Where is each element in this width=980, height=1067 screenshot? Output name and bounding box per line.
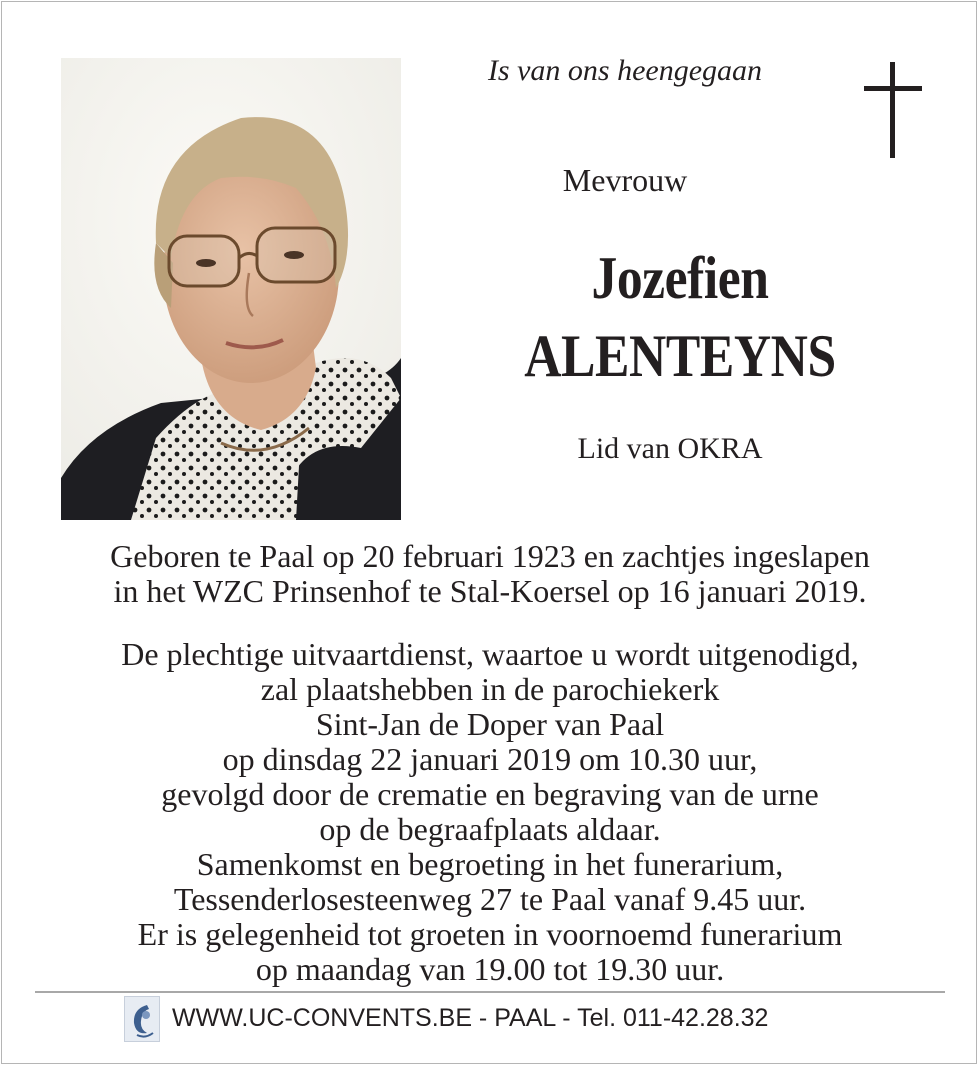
last-name: ALENTEYNS	[524, 323, 836, 389]
latin-cross-icon	[864, 62, 922, 158]
text-line: op maandag van 19.00 tot 19.30 uur.	[255, 951, 725, 987]
portrait-photo	[61, 58, 401, 520]
contact-line: WWW.UC-CONVENTS.BE - PAAL - Tel. 011-42.28.32	[172, 1004, 769, 1032]
text-line: Samenkomst en begroeting in het funerarium,	[196, 846, 784, 882]
text-line: in het WZC Prinsenhof te Stal-Koersel op 16 januari 2019.	[113, 573, 867, 609]
text-line: Tessenderlosesteenweg 27 te Paal vanaf 9.45 uur.	[173, 881, 807, 917]
portrait-illustration	[61, 58, 401, 520]
text-line: zal plaatshebben in de parochiekerk	[260, 671, 720, 707]
birth-death-paragraph	[0, 539, 980, 609]
membership-line: Lid van OKRA	[577, 432, 763, 465]
intro-line: Is van ons heengegaan	[487, 54, 763, 87]
text-line: op de begraafplaats aldaar.	[319, 811, 661, 847]
first-name: Jozefien	[591, 245, 769, 311]
footer-divider	[35, 991, 945, 993]
honorific-title: Mevrouw	[562, 162, 688, 198]
funeral-home-logo-icon	[124, 996, 160, 1042]
text-line: op dinsdag 22 januari 2019 om 10.30 uur,	[222, 741, 758, 777]
text-line: Geboren te Paal op 20 februari 1923 en zachtjes ingeslapen	[110, 538, 870, 574]
service-paragraph	[0, 637, 980, 987]
text-line: De plechtige uitvaartdienst, waartoe u wordt uitgenodigd,	[121, 636, 859, 672]
text-line: gevolgd door de crematie en begraving van de urne	[161, 776, 819, 812]
footer	[124, 996, 844, 1044]
text-line: Sint-Jan de Doper van Paal	[315, 706, 665, 742]
text-line: Er is gelegenheid tot groeten in voornoemd funerarium	[137, 916, 843, 952]
